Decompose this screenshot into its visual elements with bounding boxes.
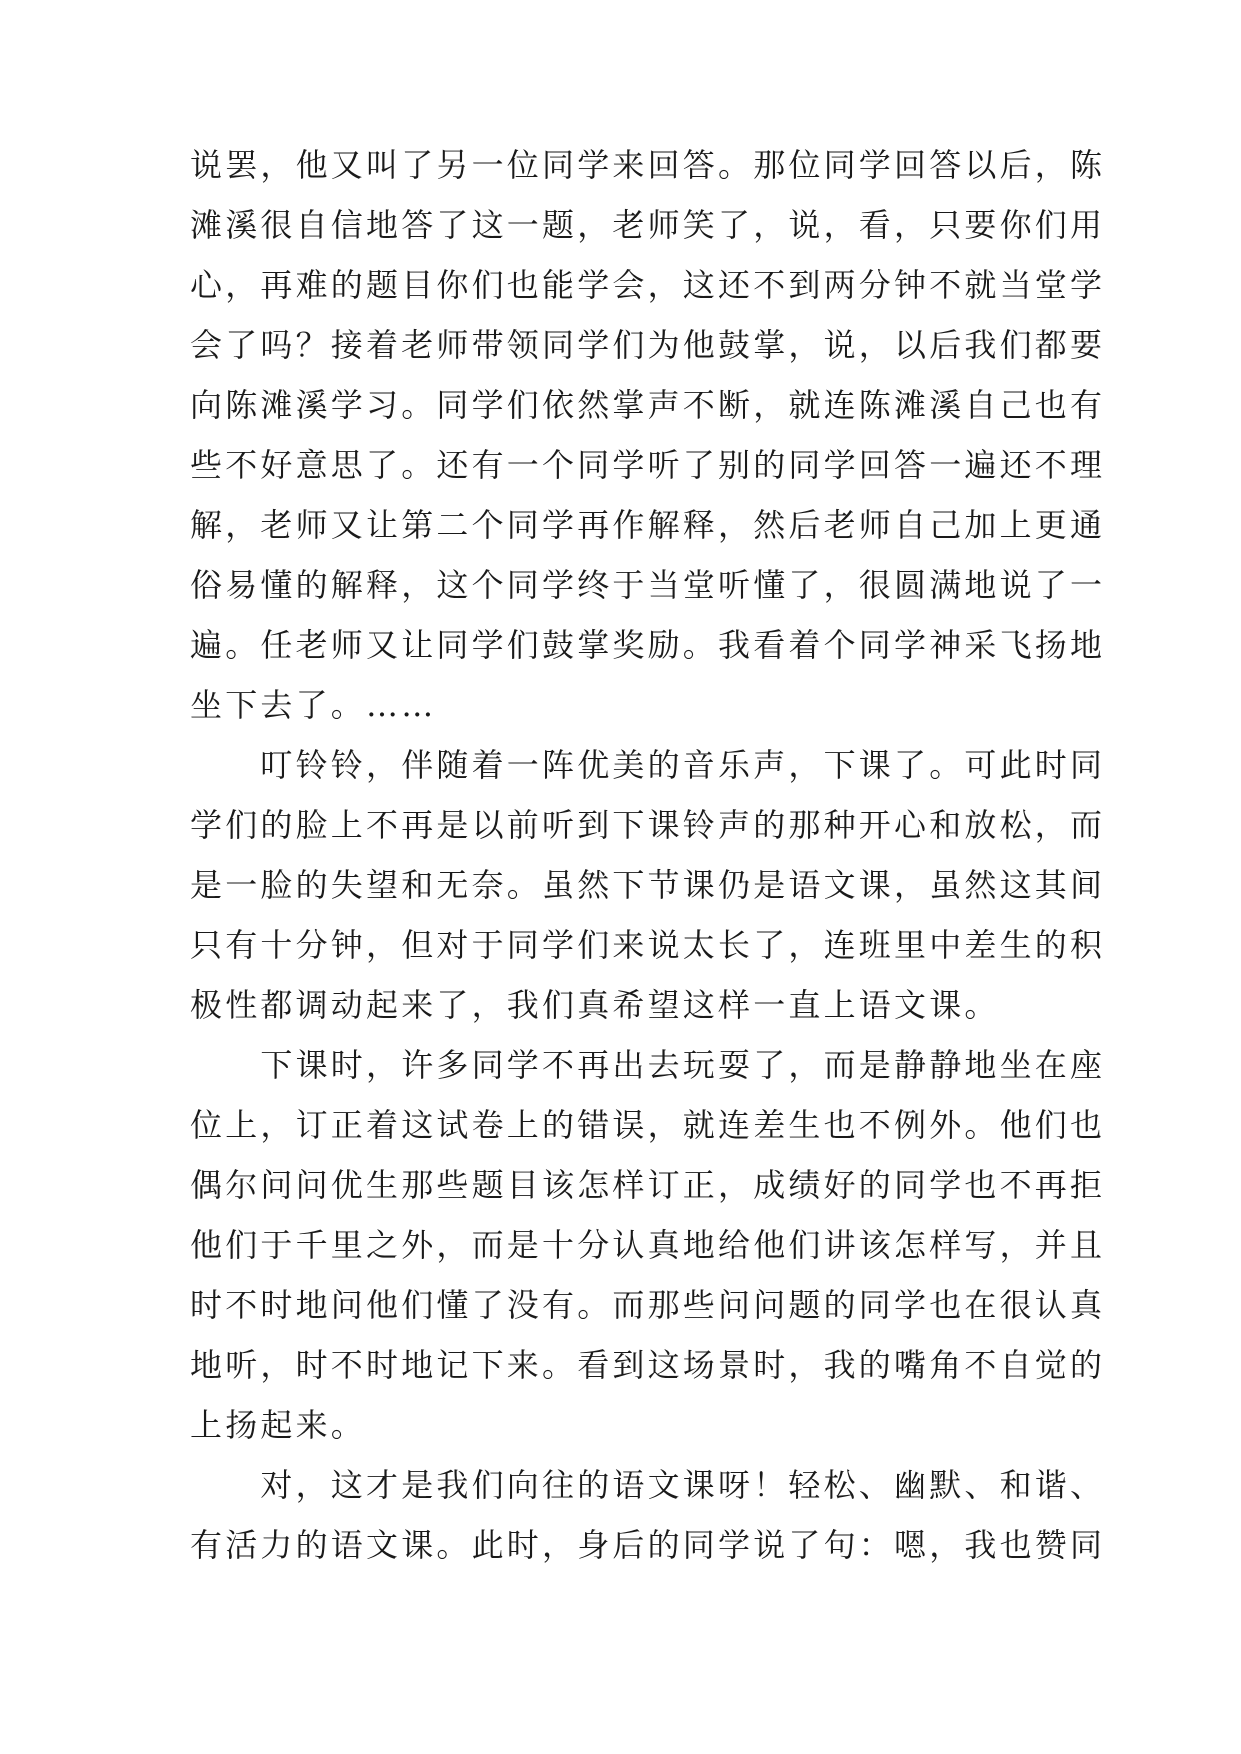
text-line: 坐下去了。…… — [190, 686, 437, 724]
text-line: 有活力的语文课。此时，身后的同学说了句：嗯，我也赞同 — [190, 1526, 1106, 1564]
text-line: 解，老师又让第二个同学再作解释，然后老师自己加上更通 — [190, 506, 1106, 544]
text-line: 偶尔问问优生那些题目该怎样订正，成绩好的同学也不再拒 — [190, 1166, 1106, 1204]
text-line: 俗易懂的解释，这个同学终于当堂听懂了，很圆满地说了一 — [190, 566, 1106, 604]
text-line: 心，再难的题目你们也能学会，这还不到两分钟不就当堂学 — [190, 266, 1106, 304]
text-line: 上扬起来。 — [190, 1406, 367, 1444]
text-line: 说罢，他又叫了另一位同学来回答。那位同学回答以后，陈 — [190, 146, 1106, 184]
paragraph-start-line: 下课时，许多同学不再出去玩耍了，而是静静地坐在座 — [190, 1046, 1106, 1084]
text-line: 只有十分钟，但对于同学们来说太长了，连班里中差生的积 — [190, 926, 1106, 964]
text-line: 遍。任老师又让同学们鼓掌奖励。我看着个同学神采飞扬地 — [190, 626, 1106, 664]
text-line: 极性都调动起来了，我们真希望这样一直上语文课。 — [190, 986, 1000, 1024]
paragraph-start-line: 叮铃铃，伴随着一阵优美的音乐声，下课了。可此时同 — [190, 746, 1106, 784]
document-page — [190, 135, 1106, 1575]
text-line: 是一脸的失望和无奈。虽然下节课仍是语文课，虽然这其间 — [190, 866, 1106, 904]
paragraph-start-line: 对，这才是我们向往的语文课呀！轻松、幽默、和谐、 — [190, 1466, 1106, 1504]
text-line: 学们的脸上不再是以前听到下课铃声的那种开心和放松，而 — [190, 806, 1106, 844]
text-line: 滩溪很自信地答了这一题，老师笑了，说，看，只要你们用 — [190, 206, 1106, 244]
text-line: 时不时地问他们懂了没有。而那些问问题的同学也在很认真 — [190, 1286, 1106, 1324]
text-line: 向陈滩溪学习。同学们依然掌声不断，就连陈滩溪自己也有 — [190, 386, 1106, 424]
text-line: 会了吗？接着老师带领同学们为他鼓掌，说，以后我们都要 — [190, 326, 1106, 364]
text-line: 他们于千里之外，而是十分认真地给他们讲该怎样写，并且 — [190, 1226, 1106, 1264]
text-line: 些不好意思了。还有一个同学听了别的同学回答一遍还不理 — [190, 446, 1106, 484]
text-line: 地听，时不时地记下来。看到这场景时，我的嘴角不自觉的 — [190, 1346, 1106, 1384]
text-line: 位上，订正着这试卷上的错误，就连差生也不例外。他们也 — [190, 1106, 1106, 1144]
